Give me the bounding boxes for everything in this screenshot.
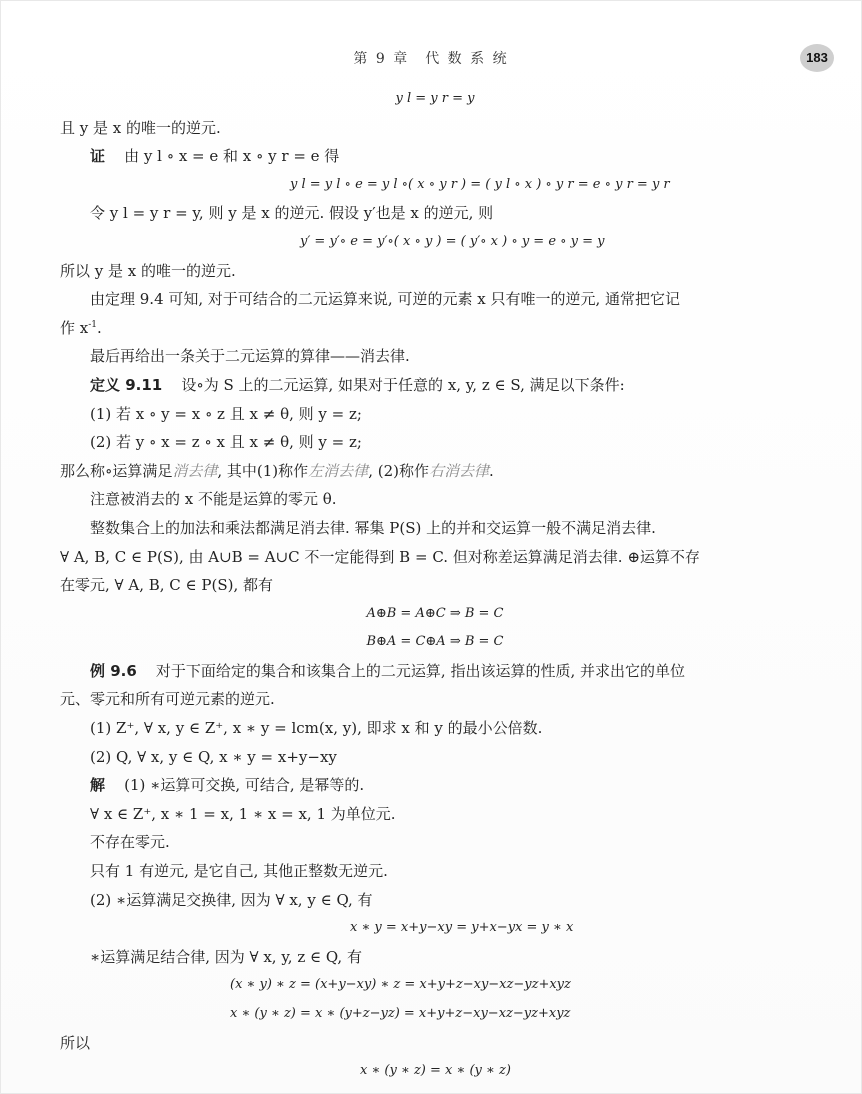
proof-line	[60, 142, 810, 171]
condition-line: (2) 若 y ∘ x = z ∘ x 且 x ≠ θ, 则 y = z;	[90, 433, 362, 452]
example-label: 例 9.6	[90, 661, 137, 680]
definition-text: 设∘为 S 上的二元运算, 如果对于任意的 x, y, z ∈ S, 满足以下条件:	[181, 375, 625, 394]
equation-line: x ∗ (y ∗ z) = x ∗ (y ∗ z)	[360, 1063, 511, 1079]
text-fragment: 作 x	[60, 318, 89, 337]
equation-line: y l = y r = y	[395, 91, 475, 106]
text-line: 元、零元和所有可逆元素的逆元.	[60, 690, 275, 709]
definition-line	[60, 371, 810, 400]
condition-line: (1) 若 x ∘ y = x ∘ z 且 x ≠ θ, 则 y = z;	[90, 404, 362, 423]
equation-line: B⊕A = C⊕A ⇒ B = C	[366, 634, 504, 650]
text-line: (2) Q, ∀ x, y ∈ Q, x ∗ y = x+y−xy	[90, 747, 337, 766]
text-line: 在零元, ∀ A, B, C ∈ P(S), 都有	[60, 576, 274, 595]
text-line: ∀ x ∈ Z⁺, x ∗ 1 = x, 1 ∗ x = x, 1 为单位元.	[90, 804, 396, 823]
text-line: 最后再给出一条关于二元运算的算律——消去律.	[90, 347, 410, 366]
chapter-header: 第 9 章 代 数 系 统	[353, 51, 509, 67]
text-line: 整数集合上的加法和乘法都满足消去律. 幂集 P(S) 上的并和交运算一般不满足消去律.	[90, 518, 656, 537]
text-line: (2) ∗运算满足交换律, 因为 ∀ x, y ∈ Q, 有	[90, 890, 373, 909]
solution-label: 解	[90, 776, 106, 795]
equation-line: x ∗ (y ∗ z) = x ∗ (y+z−yz) = x+y+z−xy−xz−yz+xyz	[230, 1006, 571, 1021]
equation-line: A⊕B = A⊕C ⇒ B = C	[366, 605, 504, 621]
text-line: ∗运算满足结合律, 因为 ∀ x, y, z ∈ Q, 有	[90, 947, 362, 966]
text-line: 所以 y 是 x 的唯一的逆元.	[60, 261, 236, 280]
term-left-cancellation: 左消去律	[308, 461, 369, 480]
text-line: 不存在零元.	[90, 833, 170, 852]
solution-text: (1) ∗运算可交换, 可结合, 是幂等的.	[124, 776, 365, 795]
text-fragment: , 其中(1)称作	[217, 461, 309, 480]
text-line	[60, 314, 810, 343]
proof-label: 证	[90, 147, 106, 166]
equation-line: y l = y l ∘ e = y l ∘( x ∘ y r ) = ( y l ∘ x ) ∘ y r = e ∘ y r = y r	[290, 176, 670, 192]
text-fragment: , (2)称作	[368, 461, 429, 480]
term-right-cancellation: 右消去律	[428, 461, 489, 480]
equation-line: y′ = y′∘ e = y′∘( x ∘ y ) = ( y′∘ x ) ∘ y = e ∘ y = y	[300, 233, 605, 249]
text-line: 令 y l = y r = y, 则 y 是 x 的逆元. 假设 y′也是 x 的逆元, 则	[90, 204, 494, 223]
text-line: 所以	[60, 1033, 91, 1052]
term-cancellation-law: 消去律	[172, 461, 218, 480]
text-fragment: 那么称∘运算满足	[60, 461, 173, 480]
definition-label: 定义 9.11	[90, 375, 163, 394]
text-line: (1) Z⁺, ∀ x, y ∈ Z⁺, x ∗ y = lcm(x, y), 即求 x 和 y 的最小公倍数.	[90, 719, 543, 738]
text-line: 注意被消去的 x 不能是运算的零元 θ.	[90, 490, 337, 509]
text-fragment: .	[97, 318, 102, 337]
superscript: -1	[88, 319, 98, 330]
page-body	[60, 85, 810, 1086]
text-line: 由定理 9.4 可知, 对于可结合的二元运算来说, 可逆的元素 x 只有唯一的逆元, 通常把它记	[90, 290, 680, 309]
page-number-badge: 183	[800, 44, 834, 72]
proof-text: 由 y l ∘ x = e 和 x ∘ y r = e 得	[124, 147, 340, 166]
equation-line: (x ∗ y) ∗ z = (x+y−xy) ∗ z = x+y+z−xy−xz−yz+xyz	[230, 977, 571, 993]
text-line: ∀ A, B, C ∈ P(S), 由 A∪B = A∪C 不一定能得到 B = C. 但对称差运算满足消去律. ⊕运算不存	[60, 547, 700, 566]
solution-line	[60, 771, 810, 800]
text-line: 只有 1 有逆元, 是它自己, 其他正整数无逆元.	[90, 862, 388, 881]
terms-line	[60, 457, 810, 486]
text-line: 且 y 是 x 的唯一的逆元.	[60, 118, 221, 137]
equation-line: x ∗ y = x+y−xy = y+x−yx = y ∗ x	[350, 920, 574, 936]
example-text: 对于下面给定的集合和该集合上的二元运算, 指出该运算的性质, 并求出它的单位	[155, 661, 685, 680]
text-fragment: .	[489, 461, 494, 480]
example-line	[60, 657, 810, 686]
